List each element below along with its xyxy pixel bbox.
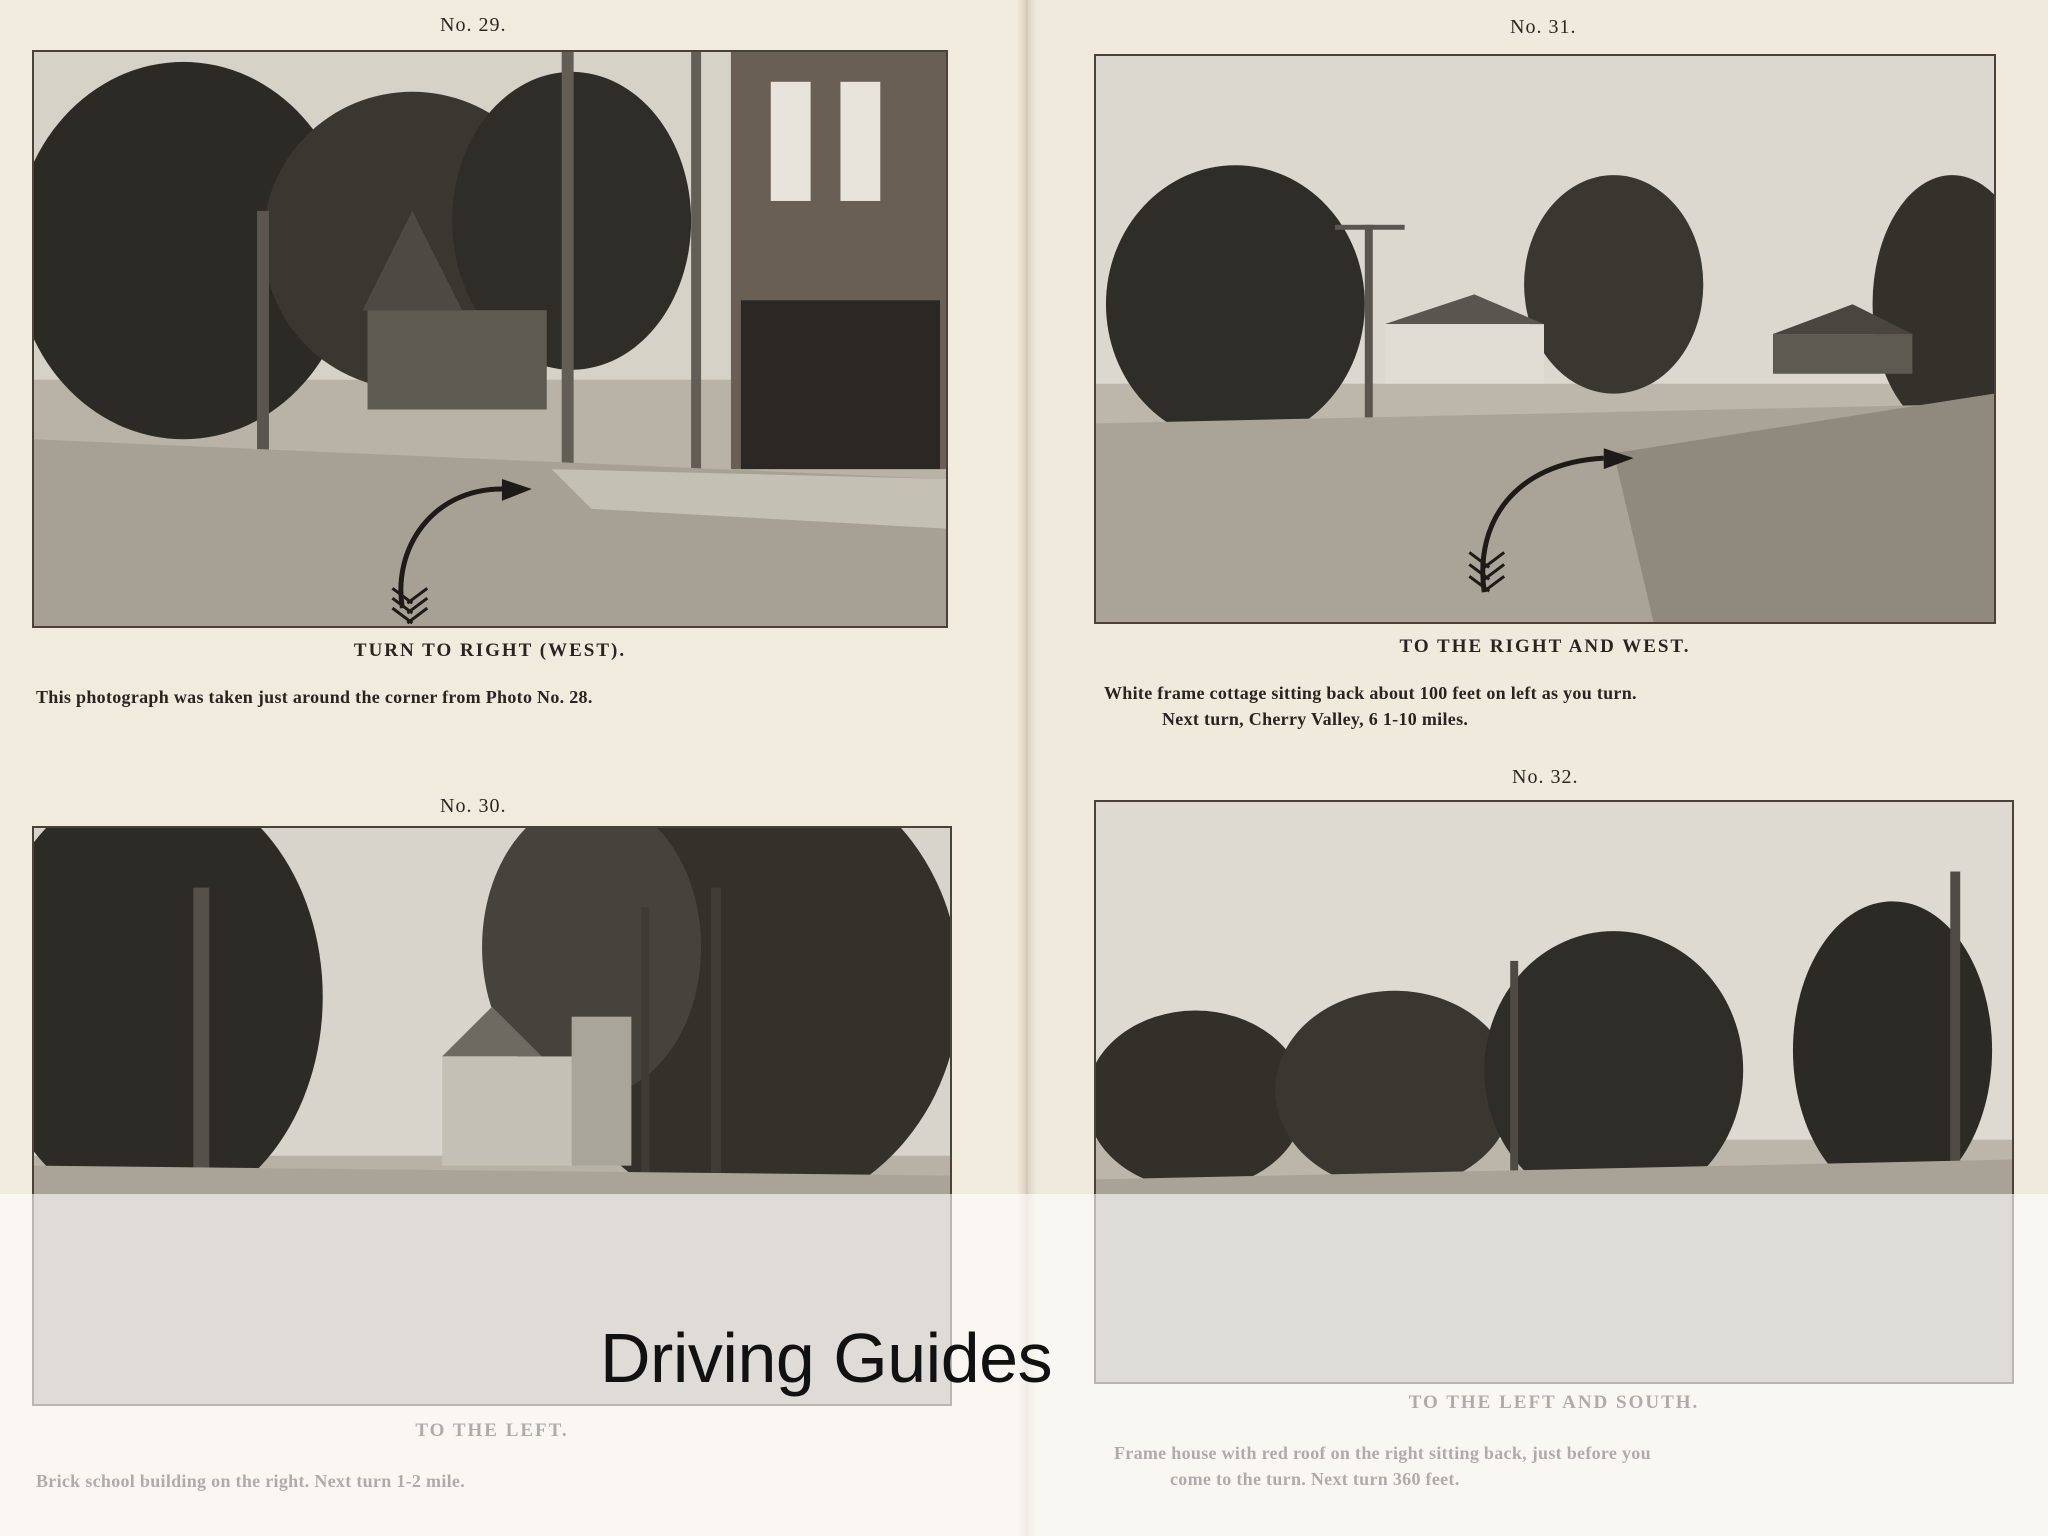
plate-31-description-line2: Next turn, Cherry Valley, 6 1-10 miles. (1162, 709, 1469, 729)
plate-29-description: This photograph was taken just around the corner from Photo No. 28. (36, 687, 593, 707)
plate-32-number: No. 32. (1512, 766, 1579, 788)
plate-31-photo (1094, 54, 1996, 624)
plate-31-number: No. 31. (1510, 16, 1577, 38)
plate-29-caption: TURN TO RIGHT (WEST). (353, 640, 627, 661)
plate-29-number: No. 29. (440, 14, 507, 36)
plate-31-description-line1: White frame cottage sitting back about 100 feet on left as you turn. (1104, 683, 1637, 703)
overlay-title: Driving Guides (600, 1319, 1053, 1397)
plate-31-caption: TO THE RIGHT AND WEST. (1399, 636, 1691, 657)
plate-29-photo (32, 50, 948, 628)
plate-30-number: No. 30. (440, 795, 507, 817)
